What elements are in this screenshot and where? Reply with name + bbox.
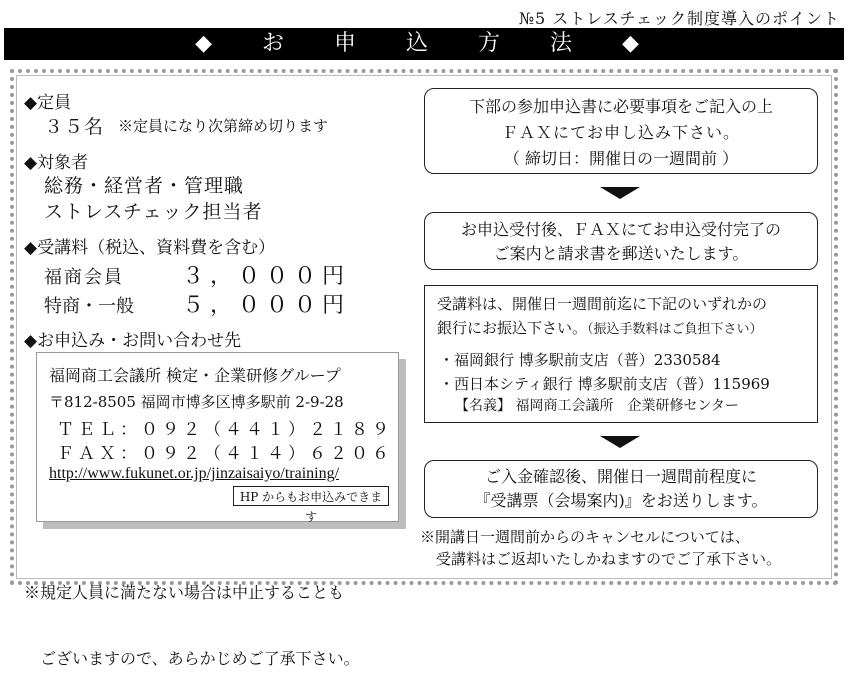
target-line-1: 総務・経営者・管理職 [44, 175, 245, 197]
contact-box [36, 352, 399, 522]
hp-apply-button[interactable]: HP からもお申込みできます [233, 486, 389, 506]
step-2-box [424, 212, 818, 270]
contact-url-link[interactable]: http://www.fukunet.or.jp/jinzaisaiyo/training/ [49, 465, 340, 482]
payment-intro-1: 受講料は、開催日一週間前迄に下記のいずれかの [437, 295, 768, 313]
step-1-deadline: （ 締切日：開催日の一週間前 ） [503, 149, 739, 168]
minimum-participants-note [24, 538, 360, 692]
fee-heading: ◆受講料（税込、資料費を含む） [24, 238, 276, 258]
fee-member-value: ３，０００円 [182, 264, 351, 289]
cancellation-note [420, 526, 781, 570]
cancel-line-1: ※開講日一週間前からのキャンセルについては、 [420, 528, 750, 546]
contact-tel: ＴＥＬ：０９２（４４１）２１８９ [57, 420, 393, 440]
bank-nishinippon: ・西日本シティ銀行 博多駅前支店（普）115969 [439, 375, 770, 393]
target-heading: ◆対象者 [24, 153, 89, 173]
step-3-payment-box [424, 285, 818, 423]
fee-general-label: 特商・一般 [44, 296, 134, 317]
step-2-line-1: お申込受付後、ＦＡＸにてお申込受付完了の [460, 220, 781, 239]
fee-member-label: 福商会員 [44, 267, 124, 288]
capacity-heading: ◆定員 [24, 93, 72, 113]
bank-fukuoka: ・福岡銀行 博多駅前支店（普）2330584 [439, 351, 721, 369]
cancel-line-2: 受講料はご返却いたしかねますのでご了承下さい。 [436, 550, 782, 568]
document-header-note: №5 ストレスチェック制度導入のポイント [518, 9, 840, 28]
payment-intro-2-main: 銀行にお振込下さい。 [437, 319, 588, 337]
contact-org: 福岡商工会議所 検定・企業研修グループ [49, 366, 341, 385]
flow-arrow-2 [600, 436, 640, 448]
step-1-line-2: ＦＡＸにてお申し込み下さい。 [501, 123, 740, 142]
note-line-1: ※規定人員に満たない場合は中止することも [24, 583, 345, 602]
step-2-line-2: ご案内と請求書を郵送いたします。 [493, 244, 749, 263]
capacity-value: ３５名 [44, 116, 105, 138]
note-line-2: ございますので、あらかじめご了承下さい。 [24, 649, 360, 668]
step-4-line-1: ご入金確認後、開催日一週間前程度に [484, 467, 757, 486]
account-holder: 【名義】 福岡商工会議所 企業研修センター [455, 398, 739, 414]
contact-heading: ◆お申込み・お問い合わせ先 [24, 331, 242, 351]
contact-address: 〒812-8505 福岡市博多区博多駅前 2-9-28 [49, 393, 344, 411]
step-4-line-2: 『受講票（会場案内)』をお送りします。 [474, 491, 768, 510]
step-1-line-1: 下部の参加申込書に必要事項をご記入の上 [468, 97, 773, 116]
step-1-box [424, 88, 818, 174]
payment-fee-note: （振込手数料はご負担下さい） [587, 322, 763, 337]
target-line-2: ストレスチェック担当者 [44, 201, 263, 223]
step-4-box [424, 460, 818, 518]
contact-fax: ＦＡＸ：０９２（４１４）６２０６ [57, 444, 393, 464]
payment-intro-2 [437, 317, 763, 338]
section-banner-title: ◆ お 申 込 方 法 ◆ [4, 28, 844, 60]
capacity-note: ※定員になり次第締め切ります [118, 117, 329, 135]
fee-general-value: ５，０００円 [182, 293, 351, 318]
flow-arrow-1 [600, 187, 640, 199]
